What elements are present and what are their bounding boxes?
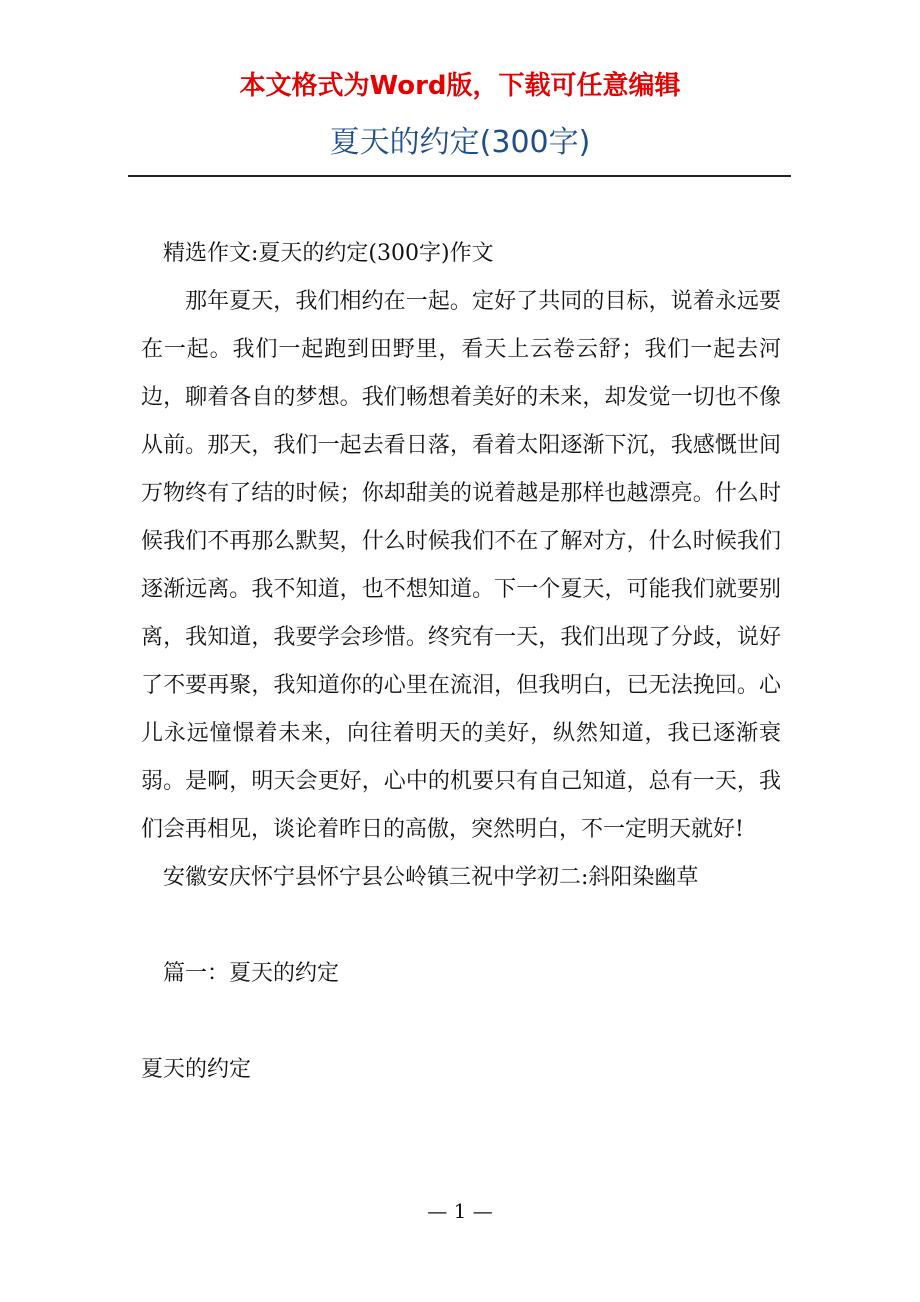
page-number: — 1 — [427,1199,493,1223]
document-body [141,230,781,1094]
document-title: 夏天的约定(300字) [329,125,591,160]
author-line: 安徽安庆怀宁县怀宁县公岭镇三祝中学初二:斜阳染幽草 [163,865,699,890]
intro-line: 精选作文:夏天的约定(300字)作文 [163,241,494,266]
spacer [141,998,781,1046]
sub-heading: 夏天的约定 [141,1057,252,1082]
spacer [141,902,781,950]
title-divider [128,175,791,177]
format-notice: 本文格式为Word版，下载可任意编辑 [239,71,681,101]
body-paragraph: 那年夏天，我们相约在一起。定好了共同的目标，说着永远要在一起。我们一起跑到田野里，看天上云卷云舒；我们一起去河边，聊着各自的梦想。我们畅想着美好的未来，却发觉一切也不像从前。那天，我们一起去看日落，看着太阳逐渐下沉，我感慨世间万物终有了结的时候；你却甜美的说着越是那样也越漂亮。什么时候我们不再那么默契，什么时候我们不在了解对方，什么时候我们逐渐远离。我不知道，也不想知道。下一个夏天，可能我们就要别离，我知道，我要学会珍惜。终究有一天，我们出现了分歧，说好了不要再聚，我知道你的心里在流泪，但我明白，已无法挽回。心儿永远憧憬着未来，向往着明天的美好，纵然知道，我已逐渐衰弱。是啊，明天会更好，心中的机要只有自己知道，总有一天，我们会再相见，谈论着昨日的高傲，突然明白，不一定明天就好! [141,289,781,842]
section-heading: 篇一：夏天的约定 [163,961,340,986]
